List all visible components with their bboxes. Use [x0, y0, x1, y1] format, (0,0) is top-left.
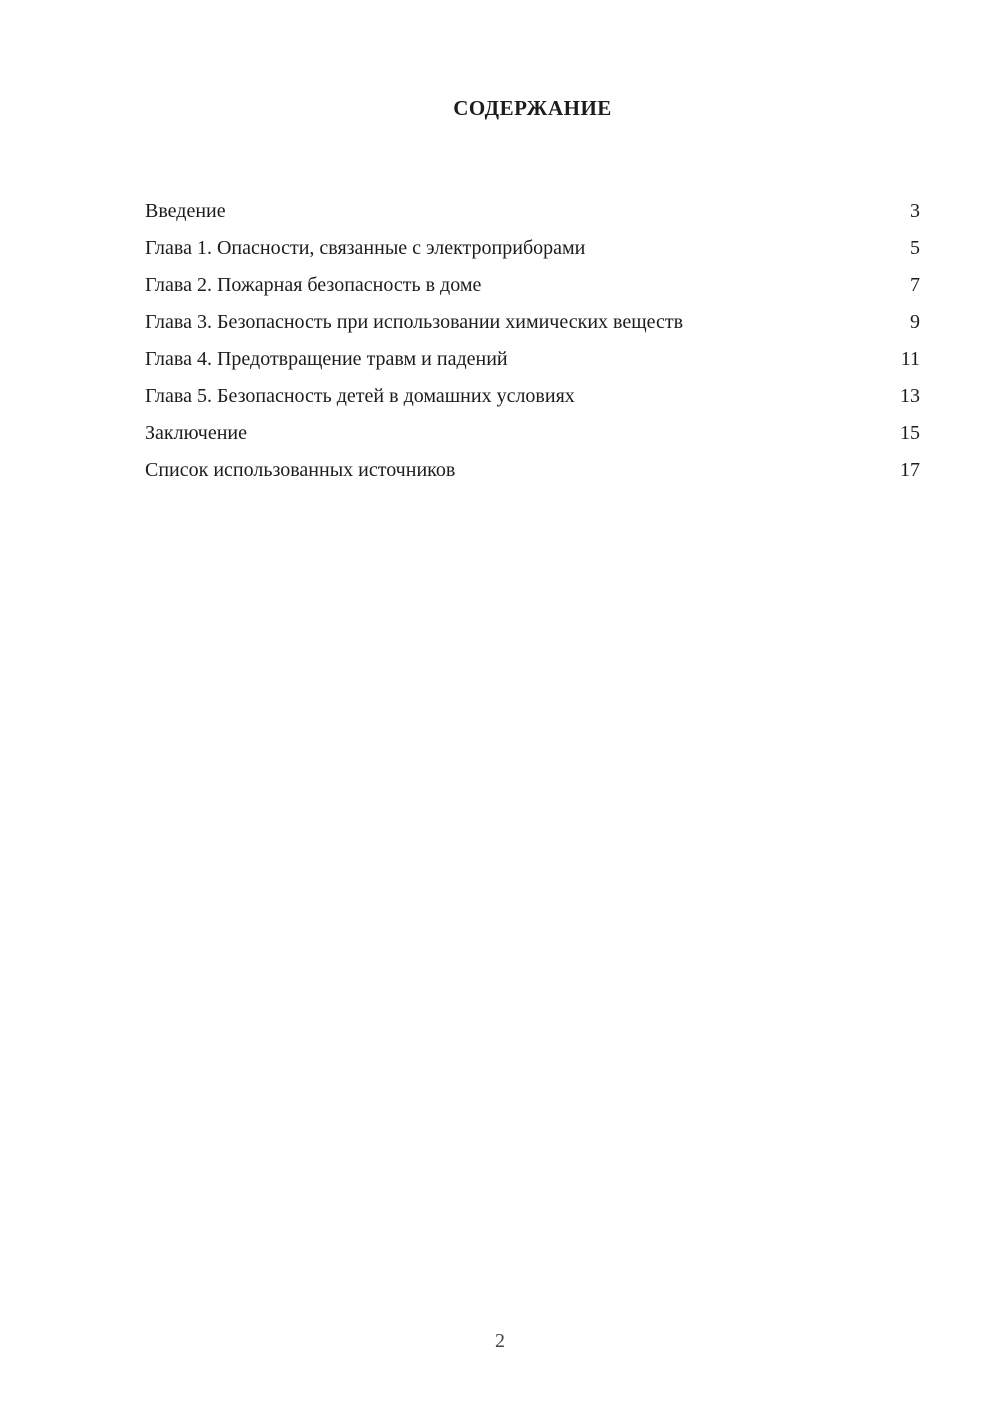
toc-entry-page: 11 — [900, 348, 920, 370]
toc-row — [145, 304, 920, 341]
toc-list — [145, 193, 920, 489]
toc-entry-label: Глава 3. Безопасность при использовании химических веществ — [145, 311, 684, 333]
toc-entry-label: Список использованных источников — [145, 459, 456, 481]
page-number: 2 — [495, 1330, 505, 1352]
toc-entry-page: 5 — [910, 237, 920, 259]
toc-entry-page: 3 — [910, 200, 920, 222]
toc-row — [145, 341, 920, 378]
toc-entry-page: 15 — [900, 422, 920, 444]
toc-entry-page: 17 — [900, 459, 920, 481]
toc-entry-label: Глава 5. Безопасность детей в домашних условиях — [145, 385, 575, 407]
toc-entry-label: Глава 2. Пожарная безопасность в доме — [145, 274, 482, 296]
toc-row — [145, 378, 920, 415]
toc-row — [145, 415, 920, 452]
toc-entry-page: 13 — [900, 385, 920, 407]
toc-entry-label: Введение — [145, 200, 226, 222]
toc-entry-page: 9 — [910, 311, 920, 333]
page-title: СОДЕРЖАНИЕ — [453, 96, 612, 120]
toc-entry-label: Заключение — [145, 422, 247, 444]
toc-row — [145, 452, 920, 489]
toc-entry-page: 7 — [910, 274, 920, 296]
toc-row — [145, 230, 920, 267]
toc-row — [145, 267, 920, 304]
toc-row — [145, 193, 920, 230]
page-content — [145, 96, 920, 489]
toc-entry-label: Глава 1. Опасности, связанные с электроприборами — [145, 237, 586, 259]
toc-entry-label: Глава 4. Предотвращение травм и падений — [145, 348, 508, 370]
